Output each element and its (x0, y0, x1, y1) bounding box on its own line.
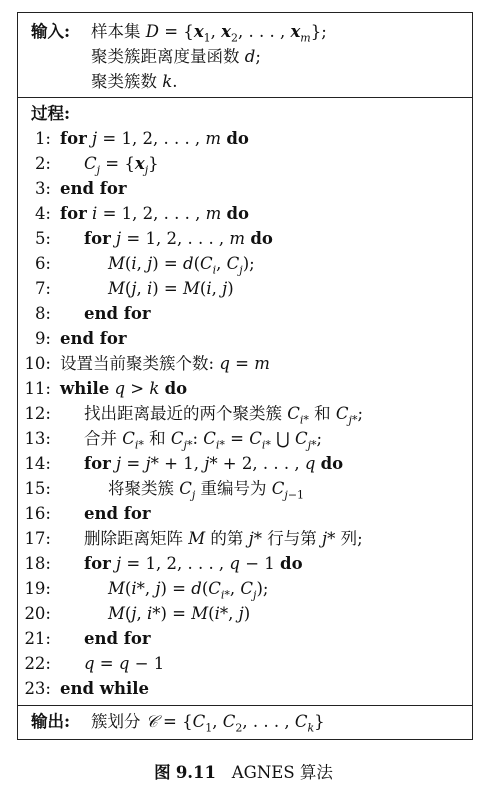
input-distance-function: 聚类簇距离度量函数 d; (91, 47, 261, 66)
input-label: 输入: (31, 22, 71, 41)
caption-label: 图 (154, 763, 171, 782)
algorithm-box: 输入: 样本集 $D = \{x_1$, $x_2$, . . . , $x_m$}; 聚类簇距离度量函数 d; 聚类簇数 k. 过程: 1: for j = 1, 2, . . . , m do 2: $C_j = \{x_j\}$ 3: end for 4: for i = 1, 2, . . . , m do 5: for j = 1, 2, . . . , m do 6: M(i, $j) = d(C_i$, $C_j$); 7: M(j, i) = M(i, j) 8: end for 9: end for 10: 设置当前聚类簇个数: q = m 11: while q > k do 12: 找出距离最近的两个聚类簇 $C_{i*}$ 和 $C_{j*}$; 13: 合并 $C_{i*}$ 和 $C_{j*}$: $C_{i*} = C_{i*}$ ⋃ $C_{j*}$; 14: for j = j* + 1, j* + 2, . . . , q do 15: 将聚类簇 $C_j$ 重编号为 $C_{j-1}$ 16: end for 17: 删除距离矩阵 M 的第 j* 行与第 j* 列; 18: for j = 1, 2, . . . , q − 1 do 19: M(i*, $j) = d(C_{i*}$, $C_j$); 20: M(j, i*) = M(i*, j) 21: end for 22: q = q − 1 23: end while 输出: 簇划分 𝒞 = {$C_1$, $C_2$, . . . , $C_k$} (17, 12, 473, 740)
input-cluster-count: 聚类簇数 k. (91, 72, 178, 91)
output-label: 输出: (31, 712, 71, 731)
caption-title: AGNES 算法 (231, 763, 333, 782)
divider-bottom (18, 705, 472, 706)
process-label: 过程: (31, 104, 71, 123)
output-clusters: 簇划分 𝒞 = {$C_1$, $C_2$, . . . , $C_k$} (91, 712, 325, 735)
divider-top (18, 97, 472, 98)
caption-number: 9.11 (175, 763, 217, 782)
figure-caption (0, 759, 487, 783)
input-dataset: 样本集 $D = \{x_1$, $x_2$, . . . , $x_m$}; (91, 22, 327, 45)
